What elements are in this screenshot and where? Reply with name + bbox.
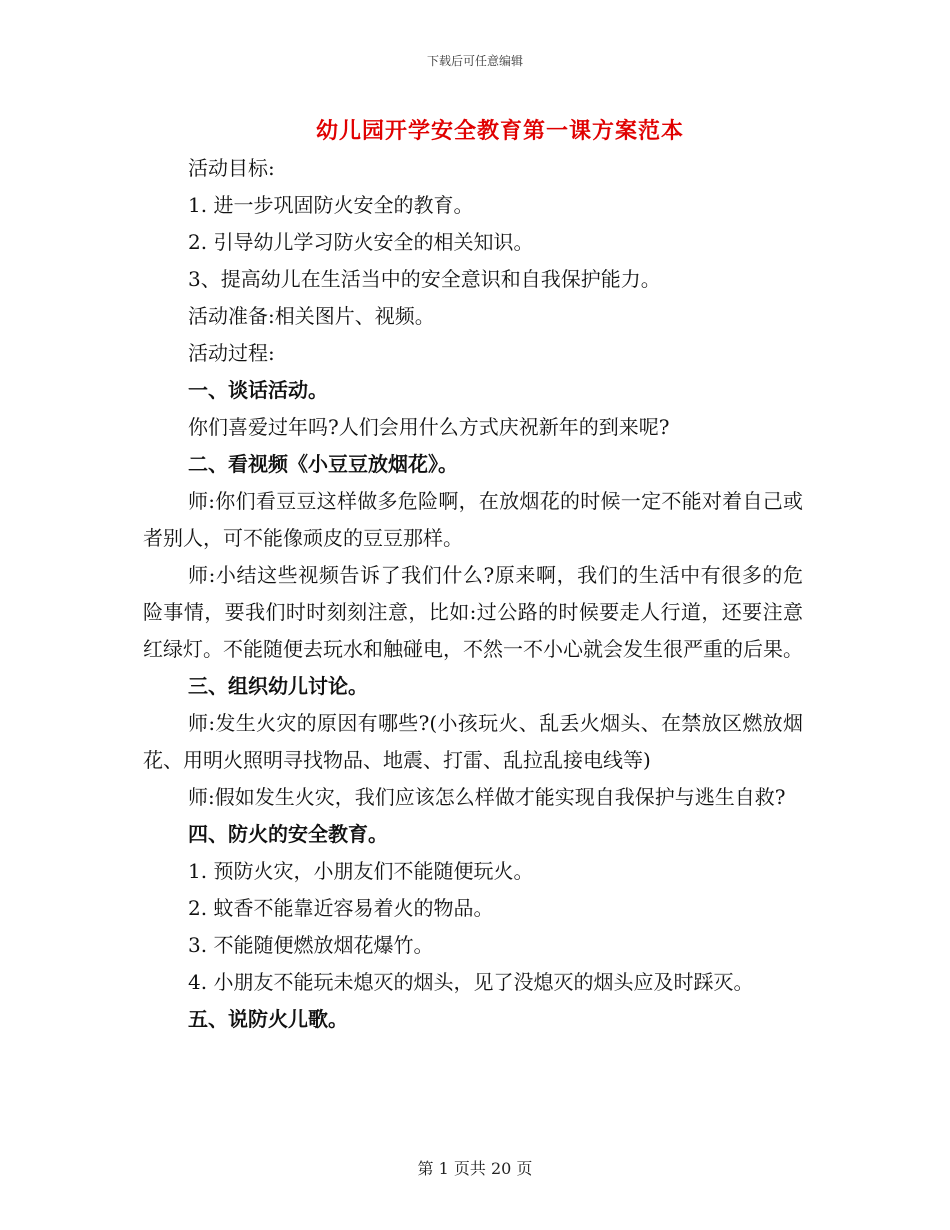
paragraph-teacher-1: 师:你们看豆豆这样做多危险啊，在放烟花的时候一定不能对着自己或者别人，可不能像顽皮的豆豆那样。 [143, 489, 803, 550]
paragraph-teacher-2: 师:小结这些视频告诉了我们什么?原来啊，我们的生活中有很多的危险事情，要我们时时刻刻注意，比如:过公路的时候要走人行道，还要注意红绿灯。不能随便去玩水和触碰电，不然一不小心就会发生很严重的后果。 [143, 563, 803, 661]
section-heading-1: 一、谈话活动。 [188, 378, 328, 402]
objective-item-3: 3、提高幼儿在生活当中的安全意识和自我保护能力。 [188, 267, 661, 291]
document-body [143, 150, 803, 1038]
paragraph-talk: 你们喜爱过年吗?人们会用什么方式庆祝新年的到来呢? [188, 415, 670, 439]
section-heading-4: 四、防火的安全教育。 [188, 822, 388, 846]
paragraph-teacher-3: 师:发生火灾的原因有哪些?(小孩玩火、乱丢火烟头、在禁放区燃放烟花、用明火照明寻找物品、地震、打雷、乱拉乱接电线等) [143, 711, 803, 772]
fire-safety-item-2: 2. 蚊香不能靠近容易着火的物品。 [188, 896, 494, 920]
fire-safety-item-1: 1. 预防火灾，小朋友们不能随便玩火。 [188, 859, 534, 883]
objective-item-1: 1. 进一步巩固防火安全的教育。 [188, 193, 474, 217]
objective-item-2: 2. 引导幼儿学习防火安全的相关知识。 [188, 230, 534, 254]
section-heading-3: 三、组织幼儿讨论。 [188, 674, 368, 698]
preparation-line: 活动准备:相关图片、视频。 [188, 304, 435, 328]
fire-safety-item-4: 4. 小朋友不能玩未熄灭的烟头，见了没熄灭的烟头应及时踩灭。 [188, 970, 754, 994]
page-header-note: 下载后可任意编辑 [426, 54, 523, 68]
document-title: 幼儿园开学安全教育第一课方案范本 [315, 118, 684, 144]
paragraph-teacher-4: 师:假如发生火灾，我们应该怎么样做才能实现自我保护与逃生自救? [188, 785, 786, 809]
process-heading: 活动过程: [188, 341, 275, 365]
page-footer: 第 1 页共 20 页 [417, 1159, 533, 1178]
section-heading-5: 五、说防火儿歌。 [188, 1007, 348, 1031]
fire-safety-item-3: 3. 不能随便燃放烟花爆竹。 [188, 933, 434, 957]
section-heading-2: 二、看视频《小豆豆放烟花》。 [188, 452, 458, 476]
objectives-heading: 活动目标: [188, 156, 275, 180]
